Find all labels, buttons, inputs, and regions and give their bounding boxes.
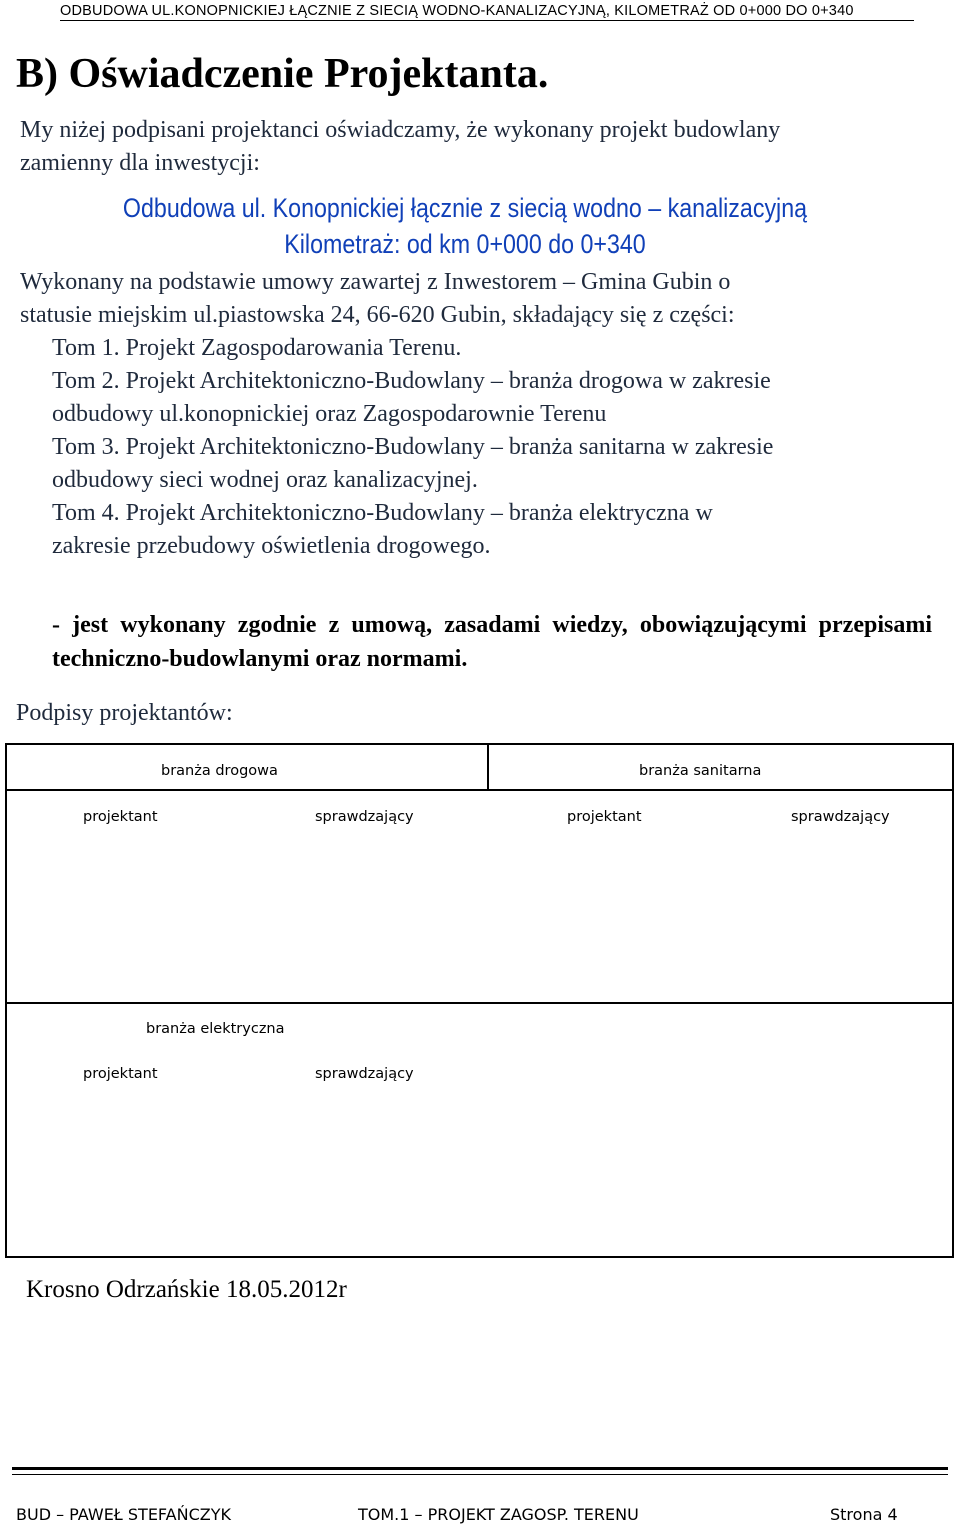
- volume-list: [52, 332, 773, 563]
- sanitary-designer-label: projektant: [567, 809, 642, 825]
- running-header: ODBUDOWA UL.KONOPNICKIEJ ŁĄCZNIE Z SIECIĄ WODNO-KANALIZACYJNĄ, KILOMETRAŻ OD 0+000 DO 0+340: [60, 3, 914, 21]
- branch-road-label: branża drogowa: [161, 763, 278, 779]
- volume-line: odbudowy ul.konopnickiej oraz Zagospodarownie Terenu: [52, 401, 607, 427]
- volume-line: Tom 1. Projekt Zagospodarowania Terenu.: [52, 335, 462, 361]
- table-rule: [7, 1002, 952, 1004]
- basis-line: Wykonany na podstawie umowy zawartej z Inwestorem – Gmina Gubin o: [20, 269, 731, 295]
- basis-paragraph: [20, 266, 735, 332]
- footer-volume: TOM.1 – PROJEKT ZAGOSP. TERENU: [358, 1505, 639, 1524]
- branch-electrical-label: branża elektryczna: [146, 1021, 285, 1037]
- volume-line: Tom 4. Projekt Architektoniczno-Budowlany – branża elektryczna w: [52, 500, 713, 526]
- table-rule: [7, 789, 952, 791]
- table-divider: [487, 745, 489, 789]
- electrical-checker-label: sprawdzający: [315, 1066, 414, 1082]
- footer-company: BUD – PAWEŁ STEFAŃCZYK: [16, 1505, 231, 1524]
- footer-rule: [12, 1467, 948, 1475]
- road-designer-label: projektant: [83, 809, 158, 825]
- volume-line: odbudowy sieci wodnej oraz kanalizacyjnej.: [52, 467, 478, 493]
- volume-line: Tom 3. Projekt Architektoniczno-Budowlany – branża sanitarna w zakresie: [52, 434, 774, 460]
- page-title: B) Oświadczenie Projektanta.: [16, 51, 549, 97]
- signatures-label: Podpisy projektantów:: [16, 700, 233, 726]
- compliance-statement: - jest wykonany zgodnie z umową, zasadami wiedzy, obowiązującymi przepisami techniczno-budowlanymi oraz normami.: [52, 612, 932, 672]
- electrical-designer-label: projektant: [83, 1066, 158, 1082]
- project-chainage: Kilometraż: od km 0+000 do 0+340: [284, 229, 646, 259]
- sanitary-checker-label: sprawdzający: [791, 809, 890, 825]
- volume-line: Tom 2. Projekt Architektoniczno-Budowlany – branża drogowa w zakresie: [52, 368, 771, 394]
- intro-line: My niżej podpisani projektanci oświadczamy, że wykonany projekt budowlany: [20, 117, 781, 143]
- road-checker-label: sprawdzający: [315, 809, 414, 825]
- signature-table: [5, 743, 954, 1258]
- volume-line: zakresie przebudowy oświetlenia drogowego.: [52, 533, 491, 559]
- intro-line: zamienny dla inwestycji:: [20, 150, 260, 176]
- basis-line: statusie miejskim ul.piastowska 24, 66-620 Gubin, składający się z części:: [20, 302, 735, 328]
- project-title: Odbudowa ul. Konopnickiej łącznie z siecią wodno – kanalizacyjną: [122, 193, 808, 223]
- branch-sanitary-label: branża sanitarna: [639, 763, 762, 779]
- place-and-date: Krosno Odrzańskie 18.05.2012r: [26, 1276, 347, 1303]
- intro-paragraph: [20, 114, 780, 180]
- footer-page-number: Strona 4: [830, 1505, 898, 1524]
